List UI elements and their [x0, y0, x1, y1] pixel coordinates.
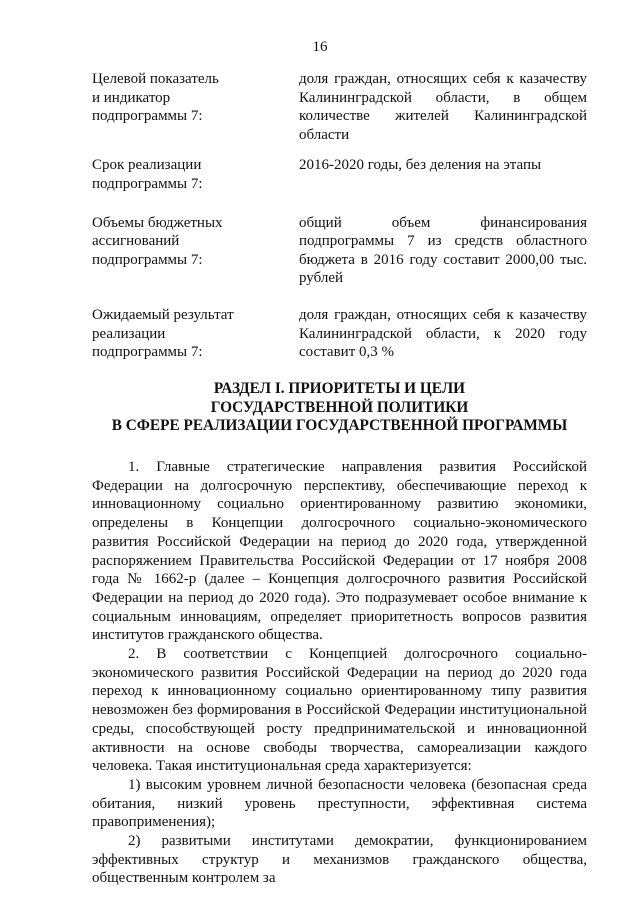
- section-heading-line: ГОСУДАРСТВЕННОЙ ПОЛИТИКИ: [210, 398, 469, 416]
- section-heading-line: В СФЕРЕ РЕАЛИЗАЦИИ ГОСУДАРСТВЕННОЙ ПРОГРАММЫ: [111, 417, 568, 435]
- paragraph: 2) развитыми институтами демократии, функционированием эффективных структур и механизмов гражданского общества, общественным контролем за: [92, 833, 587, 887]
- passport-row-budget: [92, 214, 587, 288]
- paragraph: 2. В соответствии с Концепцией долгосрочного социально-экономического развития Российской Федерации на период до 2020 года переход к инновационному социально ориентированному типу развития невозможен без формирования в Российской Федерации институциональной среды, способствующей росту предпринимательской и инновационной активности на основе свободы творчества, самореализации каждого человека. Такая институциональная среда характеризуется:: [92, 646, 587, 775]
- passport-row-expected-result: [92, 306, 587, 362]
- subprogram-passport-table: [92, 70, 587, 388]
- page-number: 16: [312, 39, 328, 55]
- body-text: [92, 458, 587, 888]
- section-heading: [92, 380, 587, 436]
- passport-label: Объемы бюджетных ассигнований подпрограммы 7:: [92, 214, 223, 268]
- passport-row-term: [92, 156, 587, 193]
- passport-label: Срок реализации подпрограммы 7:: [92, 157, 203, 192]
- passport-row-target-indicator: [92, 70, 587, 144]
- passport-label: Целевой показатель и индикатор подпрограммы 7:: [92, 71, 219, 125]
- paragraph: 1. Главные стратегические направления развития Российской Федерации на долгосрочную перспективу, обеспечивающие переход к инновационному социально ориентированному развитию экономики, определены в Концепции долгосрочного социально-экономического развития Российской Федерации на период до 2020 года, утвержденной распоряжением Правительства Российской Федерации от 17 ноября 2008 года № 1662-р (далее – Концепция долгосрочного развития Российской Федерации на период до 2020 года). Это подразумевает особое внимание к социальным инновациям, определяет приоритетность вопросов развития институтов гражданского общества.: [92, 459, 587, 644]
- paragraph: 1) высоким уровнем личной безопасности человека (безопасная среда обитания, низкий уровень преступности, эффективная система правоприменения);: [92, 776, 587, 831]
- passport-value: доля граждан, относящих себя к казачеству Калининградской области, к 2020 году составит 0,3 %: [299, 306, 587, 361]
- passport-label: Ожидаемый результат реализации подпрограммы 7:: [92, 306, 234, 361]
- section-heading-line: РАЗДЕЛ I. ПРИОРИТЕТЫ И ЦЕЛИ: [213, 380, 466, 397]
- passport-value: общий объем финансирования подпрограммы 7 из средств областного бюджета в 2016 году составит 2000,00 тыс. рублей: [299, 214, 587, 287]
- passport-value: доля граждан, относящих себя к казачеству Калининградской области, в общем количестве жителей Калининградской области: [299, 71, 587, 143]
- passport-value: 2016-2020 годы, без деления на этапы: [299, 157, 542, 174]
